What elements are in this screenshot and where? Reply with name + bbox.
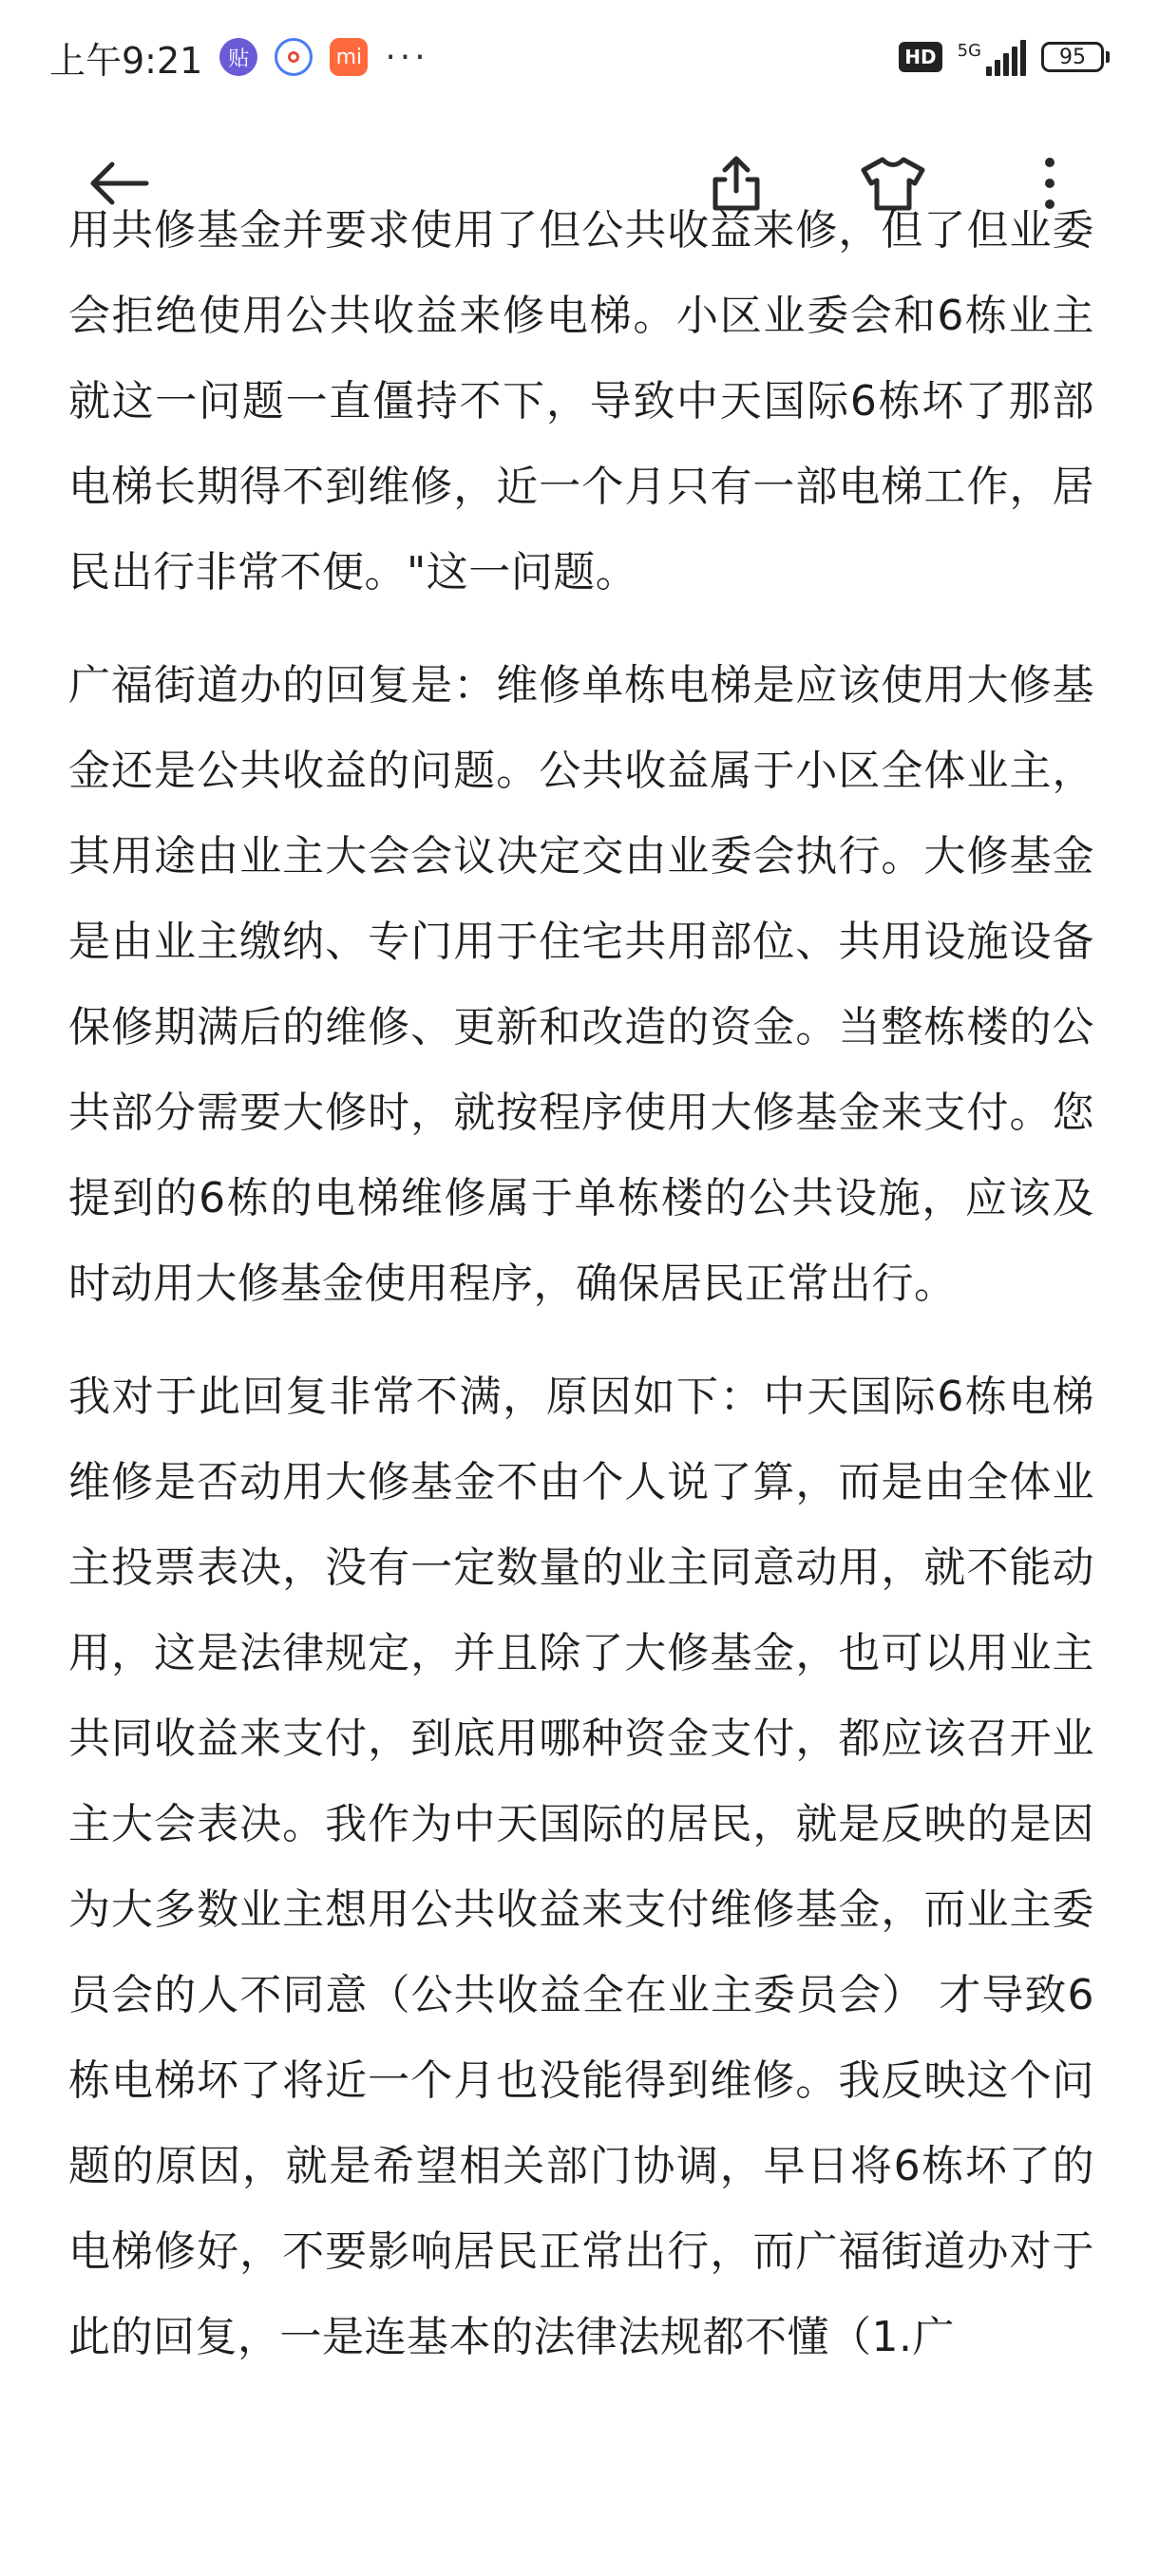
hd-voice-icon: HD <box>899 42 941 72</box>
article-paragraph: 用共修基金并要求使用了但公共收益来修，但了但业委会拒绝使用公共收益来修电梯。小区业委会和6栋业主就这一问题一直僵持不下，导致中天国际6栋坏了那部电梯长期得不到维修，近一个月只有一部电梯工作，居民出行非常不便。"这一问题。 <box>68 206 1094 597</box>
article-paragraph: 广福街道办的回复是：维修单栋电梯是应该使用大修基金还是公共收益的问题。公共收益属于小区全体业主，其用途由业主大会会议决定交由业委会执行。大修基金是由业主缴纳、专门用于住宅共用部位、共用设施设备保修期满后的维修、更新和改造的资金。当整栋楼的公共部分需要大修时，就按程序使用大修基金来支付。您提到的6栋的电梯维修属于单栋楼的公共设施，应该及时动用大修基金使用程序，确保居民正常出行。 <box>68 661 1094 1308</box>
notification-more-icon: ··· <box>385 37 429 77</box>
status-bar <box>0 0 1159 114</box>
network-type: 5G <box>957 41 981 61</box>
status-time: 上午9:21 <box>49 39 203 82</box>
tieba-icon: 贴 <box>219 38 257 76</box>
baidu-icon <box>275 38 313 76</box>
status-left <box>49 31 429 84</box>
article-body <box>68 206 1094 2576</box>
article-paragraph: 我对于此回复非常不满，原因如下：中天国际6栋电梯维修是否动用大修基金不由个人说了算，而是由全体业主投票表决，没有一定数量的业主同意动用，就不能动用，这是法律规定，并且除了大修基金，也可以用业主共同收益来支付，到底用哪种资金支付，都应该召开业主大会表决。我作为中天国际的居民，就是反映的是因为大多数业主想用公共收益来支付维修基金，而业主委员会的人不同意（公共收益全在业主委员会） 才导致6栋电梯坏了将近一个月也没能得到维修。我反映这个问题的原因，就是希望相关部门协调，早日将6栋坏了的电梯修好，不要影响居民正常出行，而广福街道办对于此的回复，一是连基本的法律法规都不懂（1.广 <box>68 1373 1094 2361</box>
mi-store-icon: mi <box>330 38 368 76</box>
battery-icon <box>1041 42 1110 72</box>
status-right <box>899 38 1110 76</box>
signal-icon <box>958 38 1026 76</box>
battery-level: 95 <box>1041 42 1104 72</box>
